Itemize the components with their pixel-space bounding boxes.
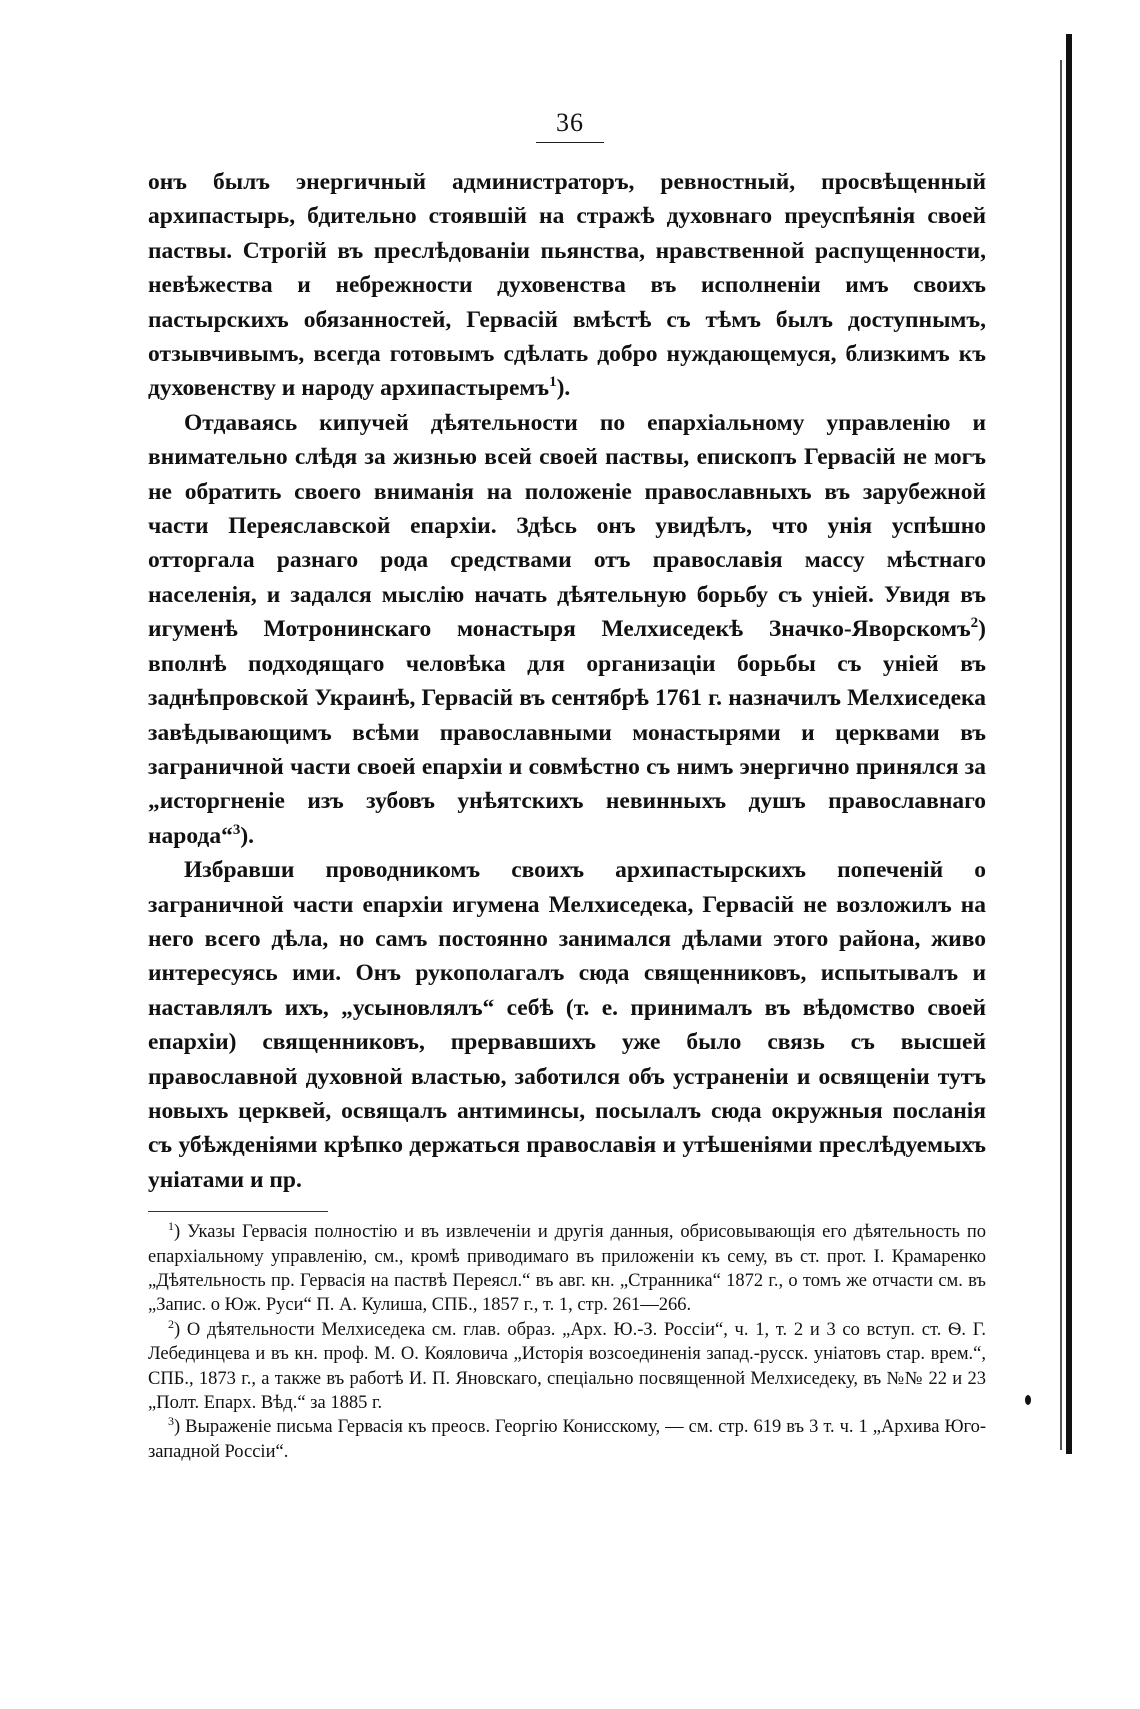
page-edge-shadow [1060,60,1062,1450]
paragraph-2-text-end: ) вполнѣ подходящаго человѣка для организаціи борьбы съ уніей въ заднѣпровской Украинѣ, Гервасій въ сентябрѣ 1761 г. назначилъ Мелхиседека завѣдывающимъ всѣми православными монастырями и церквами въ заграничной части своей епархіи и совмѣстно съ нимъ энергично принялся за „исторгненіе изъ зубовъ унѣятскихъ невинныхъ душъ православнаго народа“ [148,616,986,849]
footnote-3 [148,1415,986,1464]
paragraph-1-text: онъ былъ энергичный администраторъ, ревностный, просвѣщенный архипастырь, бдительно стоявшій на стражѣ духовнаго преуспѣянія своей паствы. Строгій въ преслѣдованіи пьянства, нравственной распущенности, невѣжества и небрежности духовенства въ исполненіи имъ своихъ пастырскихъ обязанностей, Гервасій вмѣстѣ съ тѣмъ былъ доступнымъ, отзывчивымъ, всегда готовымъ сдѣлать добро нуждающемуся, близкимъ къ духовенству и народу архипастыремъ [148,169,986,402]
paragraph-3 [148,853,986,1197]
paragraph-3-text: Избравши проводникомъ своихъ архипастырскихъ попеченій о заграничной части епархіи игумена Мелхиседека, Гервасій не возложилъ на него всего дѣла, но самъ постоянно занимался дѣлами этого района, живо интересуясь ими. Онъ рукополагалъ сюда священниковъ, испытывалъ и наставлялъ ихъ, „усыновлялъ“ себѣ (т. е. принималъ въ вѣдомство своей епархіи) священниковъ, прервавшихъ уже было связь съ высшей православной духовной властью, заботился объ устраненіи и освященіи тутъ новыхъ церквей, освящалъ антиминсы, посылалъ сюда окружныя посланія съ убѣжденіями крѣпко держаться православія и утѣшеніями преслѣдуемыхъ уніатами и пр. [148,857,986,1193]
footnote-ref-3: 3 [232,821,241,838]
page-number: 36 [536,108,604,143]
page-edge-binding [1066,34,1072,1454]
footnote-divider [148,1211,328,1212]
paragraph-1-tail: ). [556,375,571,402]
footnote-ref-2: 2 [970,615,979,632]
main-text [148,165,986,1464]
paragraph-2 [148,406,986,853]
footnote-3-marker: 3 [168,1414,174,1429]
paragraph-1 [148,165,986,406]
footnote-2 [148,1318,986,1416]
footnote-ref-1: 1 [549,374,557,391]
footnote-1-text: ) Указы Гервасія полностію и въ извлеченіи и другія данныя, обрисовывающія его дѣятельность по епархіальному управленію, см., кромѣ приводимаго въ приложеніи къ сему, въ ст. прот. І. Крамаренко „Дѣятельность пр. Гервасія на паствѣ Переясл.“ въ авг. кн. „Странника“ 1872 г., о томъ же отчасти см. въ „Запис. о Юж. Руси“ П. А. Кулиша, СПБ., 1857 г., т. 1, стр. 261—266. [148,1222,986,1316]
footnote-1-marker: 1 [168,1219,174,1234]
footnote-2-text: ) О дѣятельности Мелхиседека см. глав. образ. „Арх. Ю.-З. Россіи“, ч. 1, т. 2 и 3 со вступ. ст. Ѳ. Г. Лебединцева и въ кн. проф. М. О. Кояловича „Исторія возсоединенія запад.-русск. уніатовъ стар. врем.“, СПБ., 1873 г., а также въ работѣ И. П. Яновскаго, спеціально посвященной Мелхиседеку, въ №№ 22 и 23 „Полт. Епарх. Вѣд.“ за 1885 г. [148,1319,986,1414]
paragraph-2-text-start: Отдаваясь кипучей дѣятельности по епархіальному управленію и внимательно слѣдя за жизнью всей своей паствы, епископъ Гервасій не могъ не обратить своего вниманія на положеніе православныхъ въ зарубежной части Переяславской епархіи. Здѣсь онъ увидѣлъ, что унія успѣшно отторгала разнаго рода средствами отъ православія массу мѣстнаго населенія, и задался мыслію начать дѣятельную борьбу съ уніей. Увидя въ игуменѣ Мотронинскаго монастыря Мелхиседекѣ Значко-Яворскомъ [148,409,986,643]
footnote-1 [148,1220,986,1318]
footnote-3-text: ) Выраженіе письма Гервасія къ преосв. Георгію Конисскому, — см. стр. 619 въ 3 т. ч. 1 „Архива Юго-западной Россіи“. [148,1417,986,1462]
paragraph-2-tail: ). [240,822,255,849]
page-header [0,108,1140,143]
footnote-2-marker: 2 [168,1316,174,1331]
ink-speck [1025,1395,1031,1405]
